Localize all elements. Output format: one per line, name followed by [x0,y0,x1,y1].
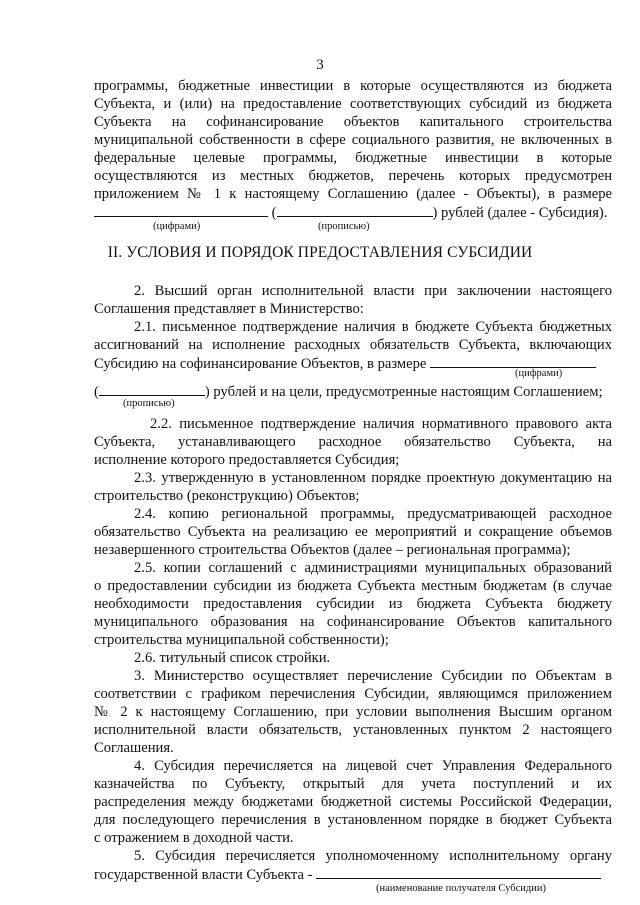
p2-line-2: Соглашения представляет в Министерство: [94,301,364,317]
p22-line-2: Субъекта, устанавливающего расходное обязательство Субъекта, на [94,434,612,450]
intro-line-4: муниципальной собственности в сфере социального развития, не включенных в [94,132,612,148]
p5-line-2-text: государственной власти Субъекта - [94,867,317,883]
p25-line-1: 2.5. копии соглашений с администрациями муниципальных образований [134,560,612,576]
intro-line-1: программы, бюджетные инвестиции в которые осуществляются из бюджета [94,78,612,94]
p4-line-2: казначейства по Субъекту, открытый для учета поступлений и их [94,776,612,792]
section-heading: II. УСЛОВИЯ И ПОРЯДОК ПРЕДОСТАВЛЕНИЯ СУБСИДИИ [107,244,533,261]
intro-line-6: осуществляются из местных бюджетов, перечень которых предусмотрен [94,168,612,184]
amount-digits-blank [94,203,268,217]
p21-amount-words-blank [99,382,205,396]
p3-line-1: 3. Министерство осуществляет перечисление Субсидии по Объектам в [134,668,612,684]
p23-line-1: 2.3. утвержденную в установленном порядке проектную документацию на [134,470,612,486]
p21-caption-digits: (цифрами) [515,368,563,379]
p3-line-5: Соглашения. [94,740,174,756]
p21-line-4-end: ) рублей и на цели, предусмотренные настоящим Соглашением; [204,384,603,400]
recipient-name-blank [316,865,601,879]
p5-line-2 [94,865,601,884]
caption-recipient: (наименование получателя Субсидии) [376,883,546,894]
p25-line-5: строительства муниципальной собственности); [94,632,389,648]
intro-line-2: Субъекта, и (или) на предоставление соответствующих субсидий из бюджета [94,96,612,112]
p4-line-1: 4. Субсидия перечисляется на лицевой счет Управления Федерального [134,758,612,774]
p4-line-4: для последующего перечисления в установленном порядке в бюджет Субъекта [94,812,612,828]
intro-line-3: Субъекта на софинансирование объектов капитального строительства [94,114,612,130]
caption-digits: (цифрами) [153,221,201,232]
p2-line-1: 2. Высший орган исполнительной власти при заключении настоящего [134,283,612,299]
p21-line-1: 2.1. письменное подтверждение наличия в бюджете Субъекта бюджетных [134,319,612,335]
p3-line-2: соответствии с графиком перечисления Субсидии, являющимся приложением [94,686,612,702]
p23-line-2: строительство (реконструкцию) Объектов; [94,488,360,504]
p21-paren-open: ( [94,384,99,400]
p21-line-3-text: Субсидию на софинансирование Объектов, в размере [94,356,431,372]
intro-line-8-end: ) рублей (далее - Субсидия). [432,205,608,221]
p22-line-3: исполнение которого предоставляется Субсидия; [94,452,400,468]
p4-line-3: распределения между бюджетами бюджетной системы Российской Федерации, [94,794,612,810]
amount-words-blank [277,203,433,217]
p26-line-1: 2.6. титульный список стройки. [134,650,331,666]
p25-line-2: о предоставлении субсидии из бюджета Субъекта местным бюджетам (в случае [94,578,612,594]
p24-line-2: обязательство Субъекта на реализацию ее мероприятий и сокращение объемов [94,524,612,540]
intro-line-8 [94,203,607,222]
p24-line-1: 2.4. копию региональной программы, предусматривающей расходное [134,506,612,522]
p25-line-4: муниципального образования на софинансирование Объектов капитального [94,614,612,630]
p4-line-5: с отражением в доходной части. [94,830,294,846]
p5-line-1: 5. Субсидия перечисляется уполномоченному исполнительному органу [134,848,612,864]
p3-line-4: исполнительной власти обязательств, установленных пунктом 2 настоящего [94,722,612,738]
p21-amount-digits-blank [430,354,596,368]
p22-line-1: 2.2. письменное подтверждение наличия нормативного правового акта [150,416,612,432]
paren-open: ( [268,205,277,221]
p21-line-2: ассигнований на исполнение расходных обязательств Субъекта, включающих [94,337,612,353]
p25-line-3: необходимости предоставления субсидии из бюджета Субъекта бюджету [94,596,612,612]
intro-line-7: приложением № 1 к настоящему Соглашению (далее - Объекты), в размере [94,186,612,202]
p24-line-3: незавершенного строительства Объектов (далее – региональная программа); [94,542,571,558]
page-number: 3 [316,57,324,73]
p3-line-3: № 2 к настоящему Соглашению, при условии выполнения Высшим органом [94,704,612,720]
caption-words: (прописью) [318,221,370,232]
p21-caption-words: (прописью) [123,398,175,409]
intro-line-5: федеральные целевые программы, бюджетные инвестиции в которые [94,150,612,166]
